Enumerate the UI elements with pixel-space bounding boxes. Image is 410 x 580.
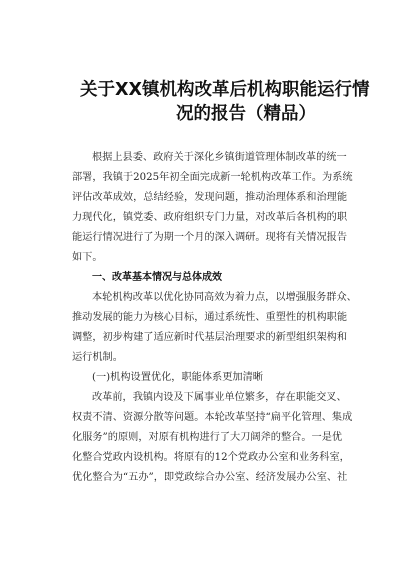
paragraph-line: 评估改革成效，总结经验，发现问题，推动治理体系和治理能 xyxy=(72,192,348,203)
paragraph-line: 本轮机构改革以优化协同高效为着力点，以增强服务群众、 xyxy=(92,292,357,303)
paragraph-line: 部署，我镇于2025年初全面完成新一轮机构改革工作。为系统 xyxy=(72,172,353,183)
paragraph-line: 改革前，我镇内设及下属事业单位繁多，存在职能交叉、 xyxy=(92,392,347,403)
paragraph-line: 根据上县委、政府关于深化乡镇街道管理体制改革的统一 xyxy=(92,152,347,163)
document-title xyxy=(50,78,370,126)
paragraph-line: 力现代化，镇党委、政府组织专门力量，对改革后各机构的职 xyxy=(72,212,348,223)
paragraph-line: 化整合党政内设机构。将原有的12个党政办公室和业务科室， xyxy=(72,452,350,463)
title-line-1: 关于XX镇机构改革后机构职能运行情 xyxy=(80,80,370,100)
paragraph-line: 化服务”的原则，对原有机构进行了大刀阔斧的整合。一是优 xyxy=(72,432,343,443)
paragraph-line: 权责不清、资源分散等问题。本轮改革坚持“扁平化管理、集成 xyxy=(72,412,353,423)
section-heading: 一、改革基本情况与总体成效 xyxy=(92,272,222,283)
paragraph-line: 如下。 xyxy=(72,252,103,263)
paragraph-line: 能运行情况进行了为期一个月的深入调研。现将有关情况报告 xyxy=(72,232,348,243)
paragraph-line: 运行机制。 xyxy=(72,352,123,363)
subsection-heading: (一)机构设置优化，职能体系更加清晰 xyxy=(92,372,263,383)
document-body xyxy=(72,148,357,488)
paragraph-line: 推动发展的能力为核心目标，通过系统性、重塑性的机构职能 xyxy=(72,312,348,323)
title-line-2: 况的报告（精品） xyxy=(176,104,316,124)
paragraph-line: 优化整合为“五办”，即党政综合办公室、经济发展办公室、社 xyxy=(72,472,348,483)
paragraph-line: 调整，初步构建了适应新时代基层治理要求的新型组织架构和 xyxy=(72,332,348,343)
